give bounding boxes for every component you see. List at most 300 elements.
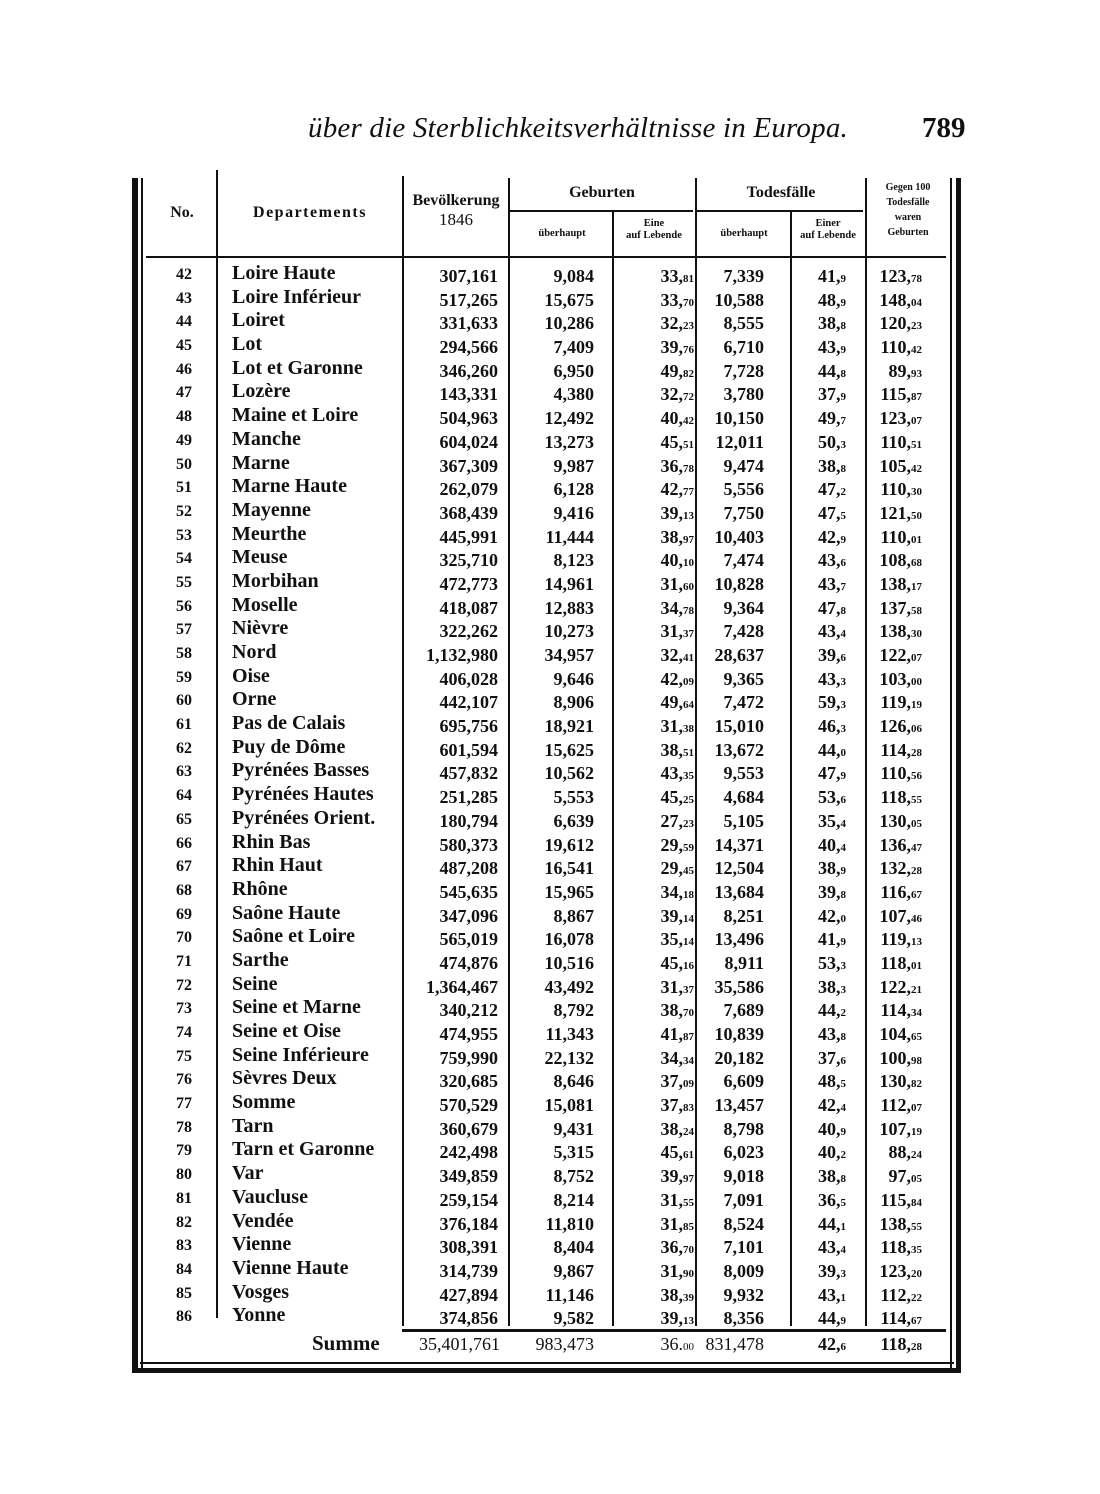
row-number: 85 — [176, 1284, 192, 1302]
deaths-rate: 44,9 — [818, 1308, 846, 1329]
births-per-100-deaths: 137,58 — [879, 597, 922, 618]
value-dec: 04 — [911, 296, 922, 309]
births-total: 11,343 — [545, 1024, 594, 1044]
row-number: 43 — [176, 289, 192, 307]
deaths-total: 28,637 — [714, 645, 764, 665]
value-int: 36 — [660, 455, 679, 476]
departement-name: Loire Inférieur — [232, 285, 362, 308]
value-int: 45 — [660, 431, 679, 452]
value-dec: 85 — [683, 1220, 694, 1233]
table-row — [132, 1306, 964, 1330]
table-border-bottom-inner — [140, 1362, 954, 1364]
table-row — [132, 548, 964, 572]
value-int: 44 — [818, 1213, 836, 1234]
population: 259,154 — [439, 1189, 498, 1210]
deaths-rate: 41,9 — [818, 266, 846, 286]
header-bevoelkerung — [404, 192, 508, 230]
value-int: 114 — [880, 1000, 907, 1021]
births-per-100-deaths: 114,28 — [880, 739, 922, 760]
births-rate: 40,10 — [660, 550, 694, 571]
births-rate: 36,78 — [660, 455, 694, 476]
row-number: 52 — [176, 502, 192, 520]
deaths-total: 12,011 — [715, 431, 764, 452]
births-total: 11,810 — [545, 1213, 594, 1234]
births-per-100-deaths: 104,65 — [879, 1024, 922, 1044]
population: 320,685 — [439, 1071, 498, 1092]
population: 487,208 — [439, 858, 498, 879]
value-dec: 84 — [911, 1196, 922, 1209]
value-int: 31 — [660, 716, 679, 737]
value-dec: 4 — [840, 841, 846, 854]
births-per-100-deaths: 115,87 — [880, 384, 922, 405]
table-row — [132, 1114, 964, 1141]
deaths-total: 12,504 — [714, 858, 764, 879]
value-dec: 46 — [911, 912, 922, 925]
geburten-underline — [510, 210, 693, 212]
value-int: 40 — [818, 1118, 836, 1139]
value-dec: 82 — [911, 1078, 922, 1091]
population: 695,756 — [439, 716, 498, 737]
deaths-total: 7,750 — [723, 502, 764, 523]
departement-name: Pyrénées Hautes — [232, 783, 374, 806]
value-dec: 01 — [911, 959, 922, 972]
population: 759,990 — [439, 1047, 498, 1068]
value-int: 47 — [818, 763, 836, 784]
deaths-rate: 35,4 — [818, 810, 846, 831]
row-number: 50 — [176, 455, 192, 473]
value-dec: 3 — [840, 723, 846, 736]
value-dec: 87 — [683, 1031, 694, 1043]
departement-name: Meuse — [232, 546, 288, 569]
value-int: 115 — [880, 1189, 907, 1210]
summe-pop: 35,401,761 — [419, 1334, 500, 1354]
header-departements: Departements — [253, 204, 367, 221]
table-row — [132, 643, 964, 667]
value-int: 107 — [879, 905, 907, 926]
value-int: 38 — [660, 739, 679, 760]
value-int: 44 — [818, 1000, 836, 1021]
value-dec: 01 — [911, 533, 922, 546]
departement-name: Nord — [232, 641, 277, 663]
value-dec: 41 — [683, 652, 694, 664]
population: 251,285 — [439, 787, 498, 808]
departement-name: Saône et Loire — [232, 925, 355, 948]
population: 294,566 — [439, 337, 498, 358]
table-row — [132, 498, 964, 525]
value-int: 44 — [818, 739, 836, 760]
departement-name: Mayenne — [232, 498, 311, 521]
deaths-total: 6,023 — [723, 1142, 764, 1163]
value-dec: 67 — [911, 888, 922, 901]
value-int: 49 — [660, 360, 679, 381]
value-int: 38 — [660, 1284, 679, 1305]
value-int: 38 — [818, 313, 836, 334]
value-dec: 09 — [683, 1078, 694, 1091]
header-todesfaelle-ueberhaupt: überhaupt — [720, 228, 768, 239]
births-rate: 35,14 — [660, 929, 694, 950]
value-dec: 70 — [683, 1244, 694, 1257]
running-head — [0, 112, 1100, 152]
value-dec: 61 — [683, 1149, 694, 1162]
deaths-rate: 47,5 — [818, 502, 846, 523]
row-number: 63 — [176, 763, 192, 781]
births-per-100-deaths: 103,00 — [879, 668, 922, 689]
page-number: 789 — [922, 112, 966, 144]
summe-geb: 983,473 — [535, 1334, 594, 1354]
deaths-total: 8,555 — [723, 313, 764, 334]
population: 262,079 — [439, 479, 498, 500]
row-number: 79 — [176, 1142, 192, 1160]
departement-name: Lot — [232, 333, 262, 356]
table-row — [132, 522, 964, 549]
deaths-rate: 44,2 — [818, 1000, 846, 1021]
deaths-rate: 37,6 — [818, 1047, 846, 1068]
row-number: 53 — [176, 526, 192, 544]
value-dec: 3 — [840, 675, 846, 688]
value-dec: 6 — [840, 1054, 846, 1067]
population: 545,635 — [439, 881, 498, 902]
value-dec: 58 — [911, 604, 922, 617]
departement-name: Rhône — [232, 877, 288, 900]
value-int: 119 — [880, 692, 907, 713]
deaths-total: 7,091 — [723, 1189, 764, 1210]
deaths-rate: 43,7 — [818, 573, 846, 594]
population: 242,498 — [439, 1142, 498, 1163]
deaths-total: 6,710 — [723, 337, 764, 358]
deaths-rate: 50,3 — [818, 431, 846, 452]
value-dec: 65 — [911, 1031, 922, 1043]
deaths-rate: 43,8 — [818, 1024, 846, 1044]
row-number: 51 — [176, 479, 192, 497]
row-number: 60 — [176, 692, 192, 710]
value-dec: 3 — [840, 983, 846, 996]
value-dec: 37 — [683, 983, 694, 996]
value-int: 104 — [879, 1024, 907, 1044]
value-int: 53 — [818, 787, 836, 808]
births-total: 10,562 — [544, 763, 594, 784]
births-rate: 39,97 — [660, 1166, 694, 1187]
births-per-100-deaths: 107,19 — [879, 1118, 922, 1139]
deaths-total: 10,588 — [714, 289, 764, 310]
value-int: 136 — [879, 834, 907, 855]
population: 445,991 — [439, 526, 498, 547]
departement-name: Nièvre — [232, 617, 289, 640]
value-dec: 2 — [840, 1007, 846, 1020]
value-int: 112 — [880, 1095, 907, 1116]
value-int: 138 — [879, 573, 907, 594]
table-row — [132, 285, 964, 312]
deaths-rate: 39,3 — [818, 1260, 846, 1281]
value-dec: 2 — [840, 1149, 846, 1162]
value-dec: 9 — [840, 533, 846, 546]
value-dec: 51 — [683, 438, 694, 451]
departement-name: Seine Inférieure — [232, 1043, 369, 1066]
table-row — [132, 1164, 964, 1188]
value-dec: 51 — [683, 746, 694, 759]
table-row — [132, 1022, 964, 1046]
value-int: 31 — [660, 573, 679, 594]
deaths-total: 5,105 — [723, 810, 764, 831]
population: 474,955 — [439, 1024, 498, 1044]
births-total: 6,128 — [553, 479, 594, 500]
value-int: 43 — [818, 1237, 836, 1258]
births-rate: 31,38 — [660, 716, 694, 737]
value-int: 43 — [818, 573, 836, 594]
births-per-100-deaths: 148,04 — [879, 289, 922, 310]
value-dec: 6 — [840, 652, 846, 664]
births-total: 11,146 — [545, 1284, 594, 1305]
row-number: 73 — [176, 1000, 192, 1018]
births-per-100-deaths: 115,84 — [880, 1189, 922, 1210]
departement-name: Rhin Bas — [232, 830, 311, 853]
deaths-total: 7,728 — [723, 360, 764, 381]
births-total: 14,961 — [544, 573, 594, 594]
value-int: 32 — [660, 313, 679, 334]
value-int: 35 — [818, 810, 836, 831]
value-dec: 23 — [683, 320, 694, 333]
table-row — [132, 1235, 964, 1259]
deaths-rate: 41,9 — [818, 929, 846, 950]
value-dec: 70 — [683, 1007, 694, 1020]
value-int: 48 — [818, 289, 836, 310]
value-dec: 56 — [911, 770, 922, 783]
value-int: 36 — [660, 1237, 679, 1258]
value-int: 126 — [879, 716, 907, 737]
value-int: 38 — [818, 858, 836, 879]
value-dec: 3 — [840, 438, 846, 451]
value-int: 29 — [660, 858, 679, 879]
births-total: 6,950 — [553, 360, 594, 381]
departement-name: Lozère — [232, 380, 291, 403]
population: 604,024 — [439, 431, 498, 452]
deaths-total: 6,609 — [723, 1071, 764, 1092]
summe-tod: 831,478 — [705, 1334, 764, 1354]
value-int: 45 — [660, 952, 679, 973]
value-int: 39 — [818, 881, 836, 902]
births-rate: 38,70 — [660, 1000, 694, 1021]
value-int: 148 — [879, 289, 907, 310]
births-total: 16,541 — [544, 858, 594, 879]
deaths-rate: 47,9 — [818, 763, 846, 784]
table-row — [132, 593, 964, 620]
value-dec: 13 — [683, 509, 694, 522]
row-number: 86 — [176, 1308, 192, 1326]
value-dec: 13 — [683, 1315, 694, 1328]
table-row — [132, 664, 964, 691]
value-dec: 9 — [840, 1125, 846, 1138]
population: 418,087 — [439, 597, 498, 618]
header-line: auf Lebende — [800, 230, 856, 242]
deaths-total: 7,428 — [723, 621, 764, 642]
table-row — [132, 1069, 964, 1093]
deaths-total: 13,457 — [714, 1095, 764, 1116]
value-int: 97 — [888, 1166, 907, 1187]
value-int: 118 — [880, 952, 907, 973]
deaths-total: 9,932 — [723, 1284, 764, 1305]
table-row — [132, 856, 964, 880]
population: 308,391 — [439, 1237, 498, 1258]
births-rate: 32,72 — [660, 384, 694, 405]
value-dec: 78 — [911, 273, 922, 285]
value-int: 108 — [879, 550, 907, 571]
births-per-100-deaths: 110,51 — [880, 431, 922, 452]
value-int: 31 — [660, 1260, 679, 1281]
value-int: 31 — [660, 1213, 679, 1234]
value-dec: 5 — [840, 509, 846, 522]
births-per-100-deaths: 88,24 — [888, 1142, 922, 1163]
deaths-rate: 43,1 — [818, 1284, 846, 1305]
todesfaelle-underline — [697, 210, 863, 212]
population: 427,894 — [439, 1284, 498, 1305]
value-dec: 97 — [683, 533, 694, 546]
value-int: 47 — [818, 502, 836, 523]
value-dec: 30 — [911, 628, 922, 641]
header-bevoelkerung-label: Bevölkerung — [412, 192, 500, 209]
population: 442,107 — [439, 692, 498, 713]
deaths-rate: 38,8 — [818, 455, 846, 476]
row-number: 48 — [176, 408, 192, 426]
value-dec: 1 — [840, 1220, 846, 1233]
value-int: 42 — [818, 905, 836, 926]
departement-name: Lot et Garonne — [232, 356, 363, 379]
births-per-100-deaths: 138,30 — [879, 621, 922, 642]
value-int: 110 — [880, 337, 907, 358]
value-int: 34 — [660, 881, 679, 902]
row-number: 69 — [176, 905, 192, 923]
value-int: 130 — [879, 810, 907, 831]
value-int: 42 — [818, 1334, 836, 1354]
births-rate: 40,42 — [660, 408, 694, 429]
table-row — [132, 785, 964, 809]
value-dec: 23 — [683, 817, 694, 830]
header-line: Einer — [815, 218, 841, 229]
value-dec: 4 — [840, 1102, 846, 1115]
births-rate: 49,64 — [660, 692, 694, 713]
population: 580,373 — [439, 834, 498, 855]
table-row — [132, 619, 964, 643]
value-int: 43 — [818, 621, 836, 642]
value-int: 110 — [880, 479, 907, 500]
value-dec: 07 — [911, 415, 922, 428]
deaths-total: 7,339 — [723, 266, 764, 286]
births-per-100-deaths: 132,28 — [879, 858, 922, 879]
table-row — [132, 877, 964, 904]
births-per-100-deaths: 119,13 — [880, 929, 922, 950]
births-per-100-deaths: 118,55 — [880, 787, 922, 808]
value-int: 47 — [818, 479, 836, 500]
births-total: 12,492 — [544, 408, 594, 429]
row-number: 44 — [176, 313, 192, 331]
value-int: 39 — [660, 1308, 679, 1329]
value-dec: 34 — [683, 1054, 694, 1067]
value-dec: 42 — [683, 415, 694, 428]
value-dec: 20 — [911, 1267, 922, 1280]
births-per-100-deaths: 119,19 — [880, 692, 922, 713]
value-int: 120 — [879, 313, 907, 334]
deaths-rate: 38,3 — [818, 976, 846, 997]
births-total: 8,214 — [553, 1189, 594, 1210]
deaths-total: 5,556 — [723, 479, 764, 500]
births-total: 16,078 — [544, 929, 594, 950]
births-per-100-deaths: 122,21 — [879, 976, 922, 997]
value-dec: 16 — [683, 959, 694, 972]
value-dec: 4 — [840, 817, 846, 830]
births-rate: 33,70 — [660, 289, 694, 310]
population: 331,633 — [439, 313, 498, 334]
births-per-100-deaths: 138,17 — [879, 573, 922, 594]
births-total: 8,404 — [553, 1237, 594, 1258]
value-dec: 7 — [840, 580, 846, 593]
value-dec: 18 — [683, 888, 694, 901]
births-rate: 31,60 — [660, 573, 694, 594]
value-dec: 0 — [840, 746, 846, 759]
value-int: 40 — [660, 550, 679, 571]
deaths-rate: 38,8 — [818, 313, 846, 334]
value-dec: 35 — [911, 1244, 922, 1257]
departement-name: Vosges — [232, 1280, 290, 1303]
value-dec: 19 — [911, 1125, 922, 1138]
departement-name: Puy de Dôme — [232, 735, 346, 758]
value-int: 123 — [879, 408, 907, 429]
header-line: waren — [894, 212, 922, 223]
departement-name: Maine et Loire — [232, 404, 359, 427]
value-int: 103 — [879, 668, 907, 689]
table-row — [132, 1256, 964, 1283]
births-rate: 43,35 — [660, 763, 694, 784]
deaths-total: 7,689 — [723, 1000, 764, 1021]
births-total: 9,084 — [553, 266, 594, 286]
births-rate: 39,13 — [660, 502, 694, 523]
value-dec: 81 — [683, 273, 694, 285]
departement-name: Marne Haute — [232, 475, 347, 498]
value-dec: 5 — [840, 1196, 846, 1209]
births-total: 15,625 — [544, 739, 594, 760]
births-per-100-deaths: 110,42 — [880, 337, 922, 358]
departement-name: Sarthe — [232, 948, 289, 971]
value-dec: 10 — [683, 557, 694, 570]
table-row — [132, 998, 964, 1022]
summe-ratio: 118,28 — [880, 1334, 922, 1354]
value-int: 115 — [880, 384, 907, 405]
value-dec: 68 — [911, 557, 922, 570]
value-int: 45 — [660, 787, 679, 808]
births-rate: 38,24 — [660, 1118, 694, 1139]
value-int: 49 — [818, 408, 836, 429]
value-int: 118 — [880, 787, 907, 808]
table-row — [132, 901, 964, 928]
births-total: 7,409 — [553, 337, 594, 358]
value-dec: 78 — [683, 604, 694, 617]
value-dec: 06 — [911, 723, 922, 736]
births-total: 13,273 — [544, 431, 594, 452]
deaths-rate: 53,3 — [818, 952, 846, 973]
row-number: 42 — [176, 266, 192, 283]
value-dec: 2 — [840, 486, 846, 499]
value-dec: 19 — [911, 699, 922, 712]
value-dec: 9 — [840, 865, 846, 878]
header-line: auf Lebende — [626, 230, 682, 242]
table-row — [132, 569, 964, 596]
table-row — [132, 714, 964, 738]
births-per-100-deaths: 120,23 — [879, 313, 922, 334]
value-dec: 93 — [911, 367, 922, 380]
value-int: 34 — [660, 597, 679, 618]
births-total: 8,867 — [553, 905, 594, 926]
births-total: 8,752 — [553, 1166, 594, 1187]
deaths-rate: 40,4 — [818, 834, 846, 855]
births-rate: 37,83 — [660, 1095, 694, 1116]
value-int: 34 — [660, 1047, 679, 1068]
